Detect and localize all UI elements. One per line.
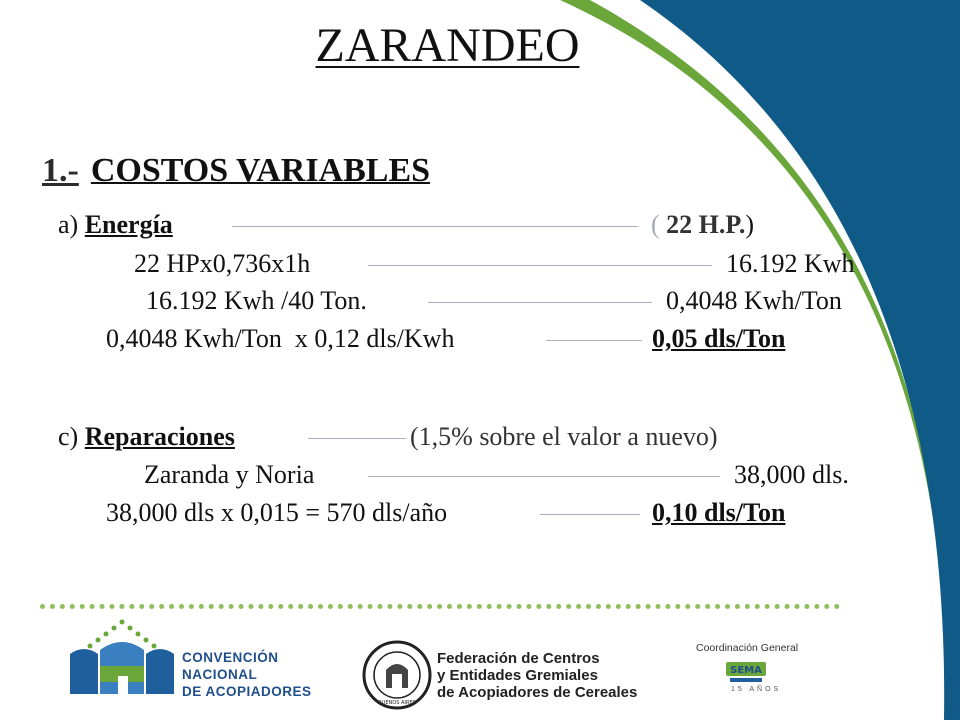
coordinacion-general-label: Coordinación General [696, 642, 799, 654]
reparaciones-calc-left: 38,000 dls x 0,015 = 570 dls/año [106, 498, 448, 527]
reparaciones-prefix: c) [58, 422, 79, 451]
leader-line [428, 302, 652, 303]
energia-hp-group [651, 210, 754, 240]
slide-title: ZARANDEO [315, 19, 580, 72]
energia-prefix: a) [58, 210, 79, 239]
leader-line [368, 476, 720, 477]
energia-heading-line [58, 210, 173, 240]
energia-hp: 22 H.P. [666, 210, 746, 239]
leader-line [232, 226, 638, 227]
section-title: COSTOS VARIABLES [90, 152, 431, 189]
reparaciones-note: (1,5% sobre el valor a nuevo) [410, 422, 718, 451]
leader-line [540, 514, 640, 515]
reparaciones-result: 0,10 dls/Ton [652, 498, 786, 527]
leader-line [368, 265, 712, 266]
leader-line [308, 438, 406, 439]
energia-heading: Energía [84, 210, 173, 239]
federacion-label: Federación de Centros y Entidades Gremiales de Acopiadores de Cereales [437, 650, 638, 701]
energia-calc2-right: 0,4048 Kwh/Ton [666, 286, 842, 315]
seal-text: BUENOS AIRES [378, 700, 416, 706]
reparaciones-item-left: Zaranda y Noria [144, 460, 315, 489]
dotted-divider [40, 604, 840, 609]
paren-open: ( [651, 210, 660, 239]
energia-result: 0,05 dls/Ton [652, 324, 786, 353]
sema-logo-text: SEMA [730, 665, 762, 676]
reparaciones-heading: Reparaciones [84, 422, 235, 451]
convencion-label: CONVENCIÓN NACIONAL DE ACOPIADORES [182, 650, 312, 699]
sema-years-label: 15 AÑOS [731, 686, 782, 693]
leader-line [546, 340, 642, 341]
sema-logo [722, 660, 770, 686]
energia-calc1-left: 22 HPx0,736x1h [134, 249, 311, 278]
reparaciones-heading-line [58, 422, 235, 452]
section-heading [42, 152, 430, 190]
paren-close: ) [745, 210, 755, 239]
federacion-seal-logo [362, 640, 432, 710]
section-number: 1.- [42, 152, 79, 189]
reparaciones-item-right: 38,000 dls. [734, 460, 849, 489]
convencion-silo-logo [66, 616, 178, 698]
energia-calc1-right: 16.192 Kwh [726, 249, 855, 278]
energia-calc3-left: 0,4048 Kwh/Ton x 0,12 dls/Kwh [106, 324, 455, 353]
energia-calc2-left: 16.192 Kwh /40 Ton. [146, 286, 367, 315]
